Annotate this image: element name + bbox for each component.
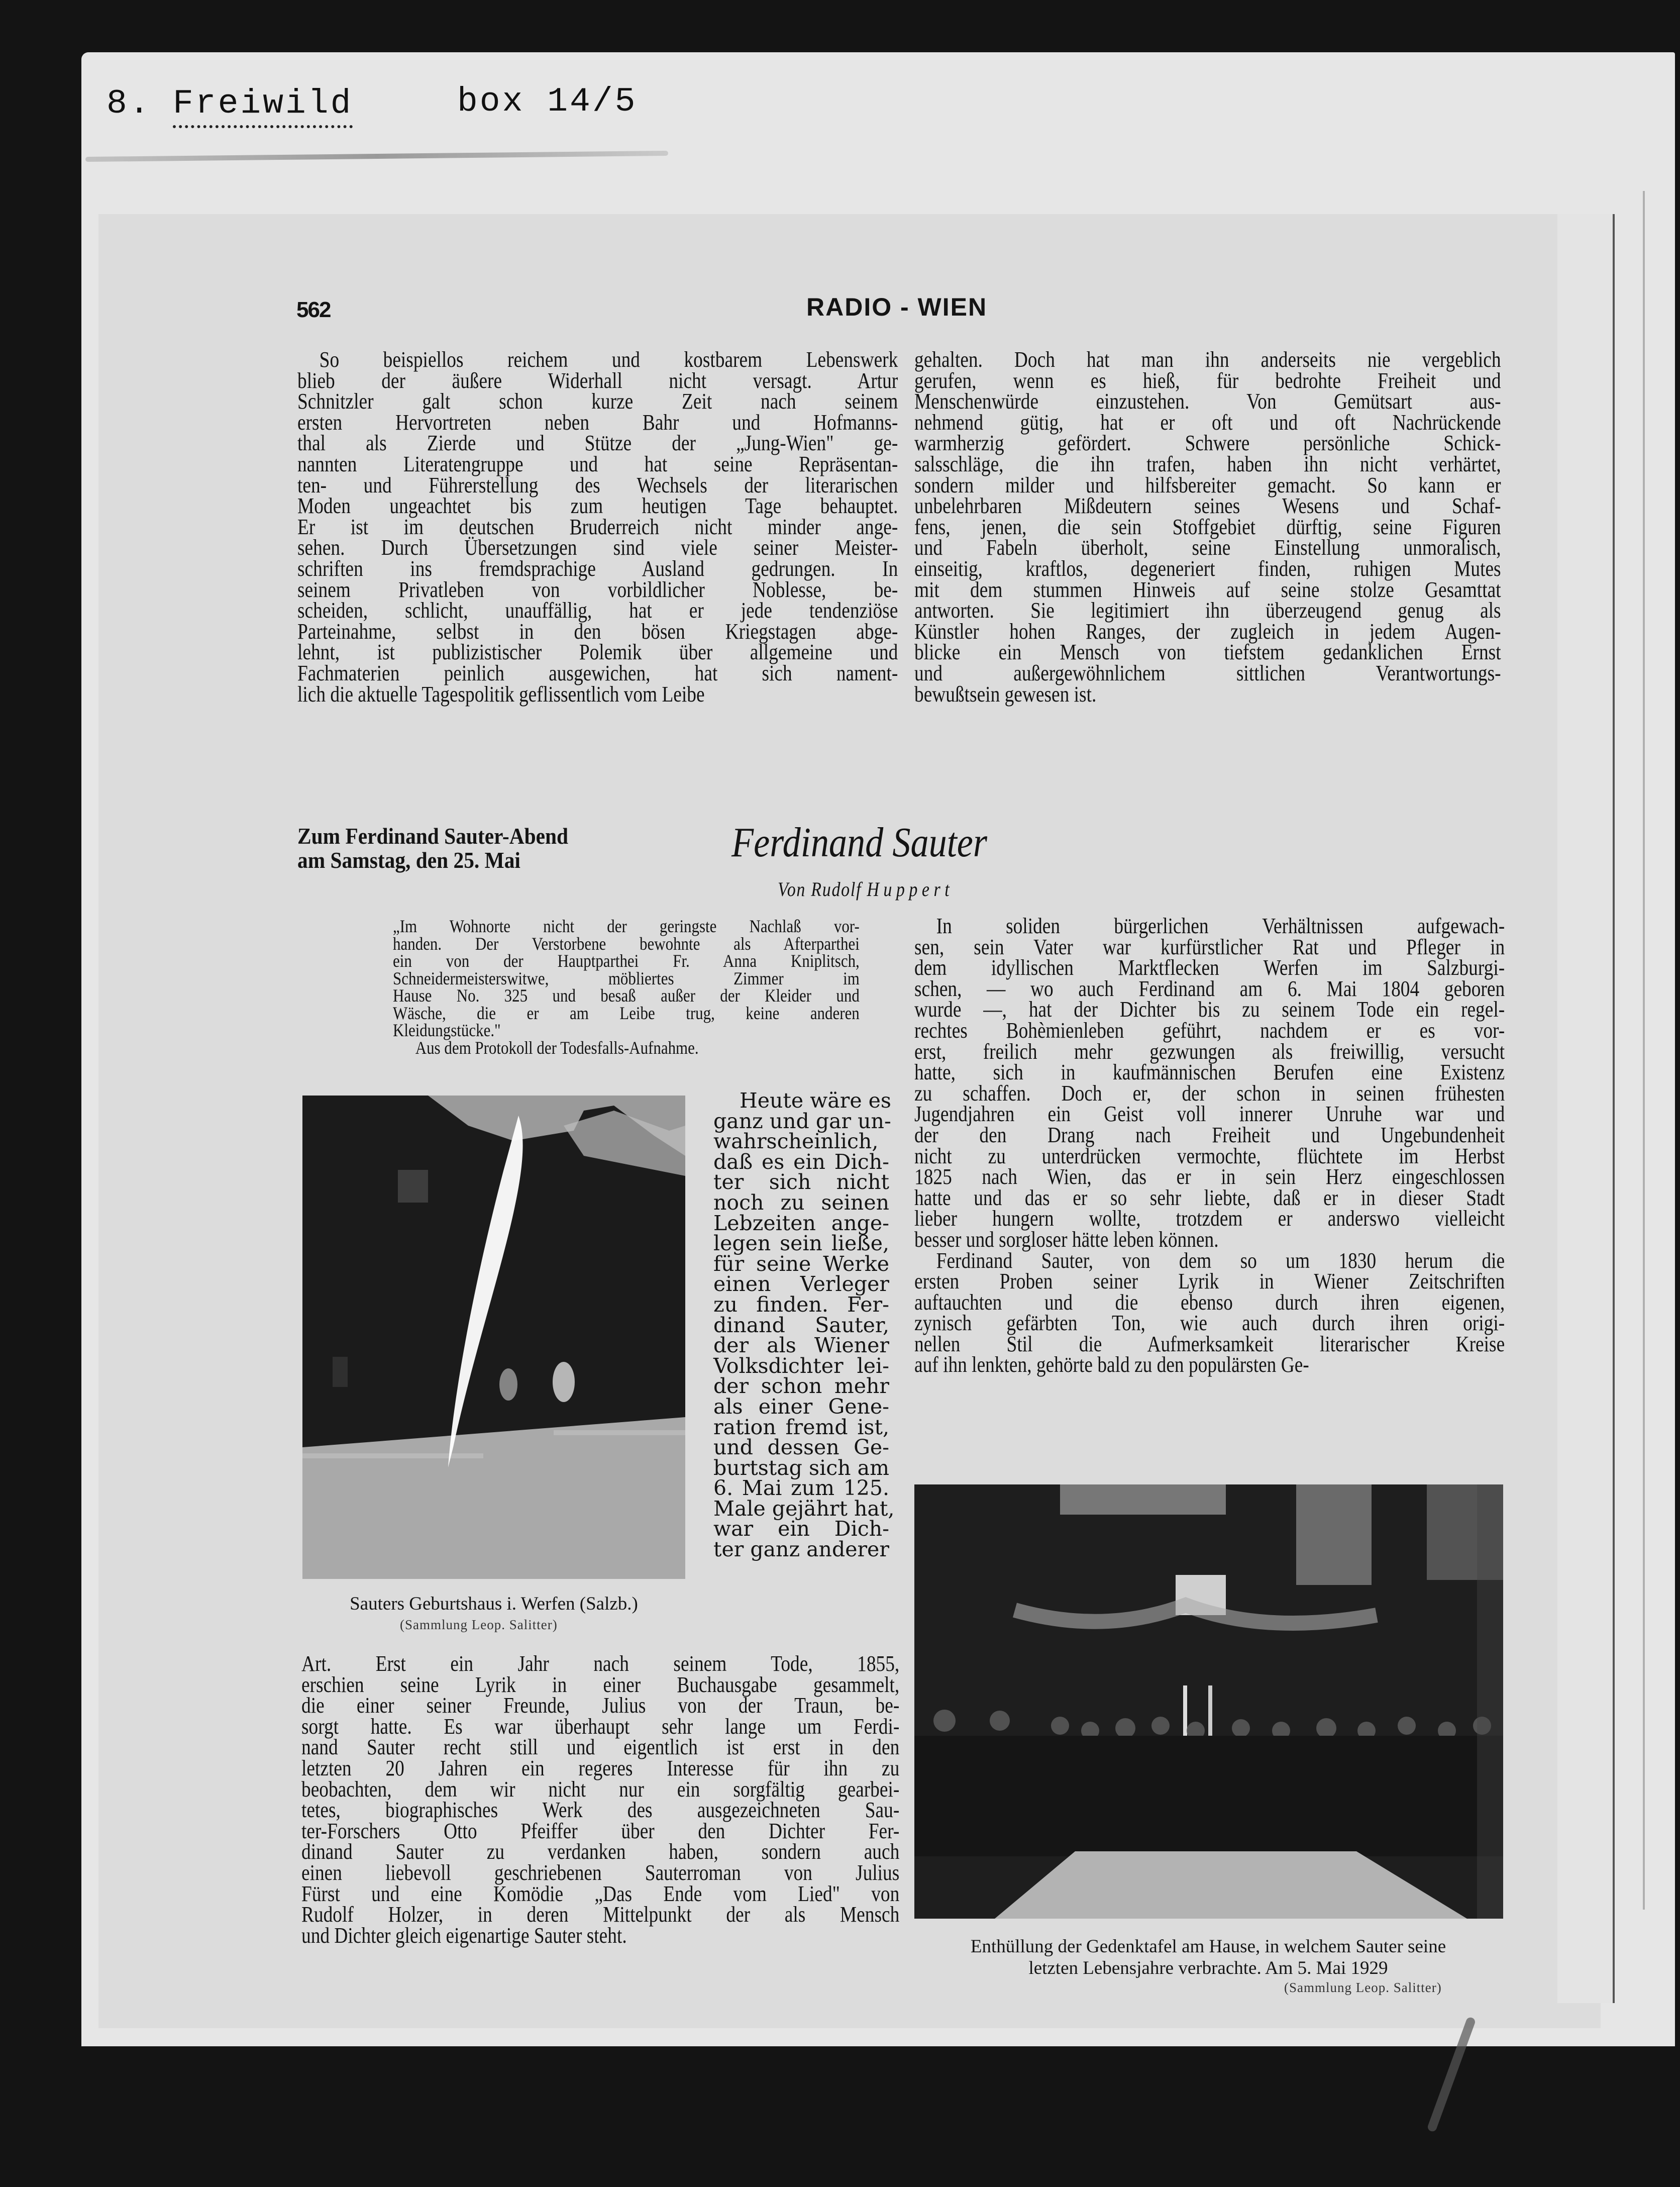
memorial-plaque-photo (914, 1484, 1503, 1919)
byline-prefix: Von Rudolf (778, 878, 862, 901)
text-line: und Dichter gleich eigenartige Sauter steht. (301, 1922, 627, 1948)
text-line: handen. Der Verstorbene bewohnte als Afterparthei (393, 933, 860, 954)
text-line: auftauchten und die ebenso durch ihren eigenen, (914, 1289, 1505, 1315)
text-line: letzten 20 Jahren ein regeres Interesse für ihn zu (301, 1755, 900, 1780)
event-kicker (297, 824, 568, 872)
text-line: ten- und Führerstellung des Wechsels der literarischen (297, 472, 898, 498)
text-line: nannten Literatengruppe und hat seine Repräsentan- (297, 451, 898, 476)
text-line: ersten Hervortreten neben Bahr und Hofmanns- (297, 409, 898, 435)
text-line: Fürst und eine Komödie „Das Ende vom Lied" von (301, 1880, 900, 1906)
text-line: der schon mehr (713, 1374, 889, 1399)
epigraph (393, 918, 860, 1056)
text-line: der den Drang nach Freiheit und Ungebundenheit (914, 1122, 1505, 1147)
text-line: sen, sein Vater war kurfürstlicher Rat und Pfleger in (914, 934, 1505, 959)
text-line: und dessen Ge- (713, 1435, 889, 1460)
text-line: besser und sorgloser hätte leben können. (914, 1226, 1219, 1252)
photo2-caption-line: letzten Lebensjahre verbrachte. Am 5. Mai 1929 (1028, 1958, 1388, 1978)
epigraph-source: Aus dem Protokoll der Todesfalls-Aufnahme. (415, 1037, 699, 1058)
text-line: nellen Stil die Aufmerksamkeit literarischer Kreise (914, 1331, 1505, 1356)
text-line: einen liebevoll geschriebenen Sauterroman von Julius (301, 1859, 900, 1885)
text-line: sondern milder und hilfsbereiter gemacht. So kann er (914, 472, 1501, 498)
text-line: ein von der Hauptparthei Fr. Anna Kniplitsch, (393, 951, 860, 971)
text-line: Menschenwürde einzustehen. Von Gemütsart aus- (914, 388, 1501, 414)
text-line: burtstag sich am (713, 1455, 889, 1480)
event-kicker-line: am Samstag, den 25. Mai (297, 847, 520, 873)
text-line: gerufen, wenn es hieß, für bedrohte Freiheit und (914, 367, 1501, 393)
text-line: nand Sauter recht still und eigentlich ist erst in den (301, 1734, 900, 1760)
text-line: legen sein ließe, (713, 1231, 889, 1256)
text-line: daß es ein Dich- (713, 1149, 889, 1174)
byline-author: Huppert (867, 878, 954, 901)
text-line: war ein Dich- (713, 1517, 889, 1541)
text-line: blieb der äußere Widerhall nicht versagt. Artur (297, 367, 898, 393)
text-line: lieber hungern wollte, trotzdem er anderswo vielleicht (914, 1206, 1505, 1231)
text-line: auf ihn lenkten, gehörte bald zu den populärsten Ge- (914, 1352, 1309, 1377)
photo1-credit: (Sammlung Leop. Salitter) (400, 1617, 558, 1632)
text-line: ter ganz anderer (713, 1537, 889, 1562)
page-number: 562 (296, 297, 331, 322)
text-line: ration fremd ist, (713, 1415, 889, 1439)
text-line: zynisch gefärbten Ton, wie auch durch ihren origi- (914, 1310, 1505, 1336)
text-line: erst, freilich mehr gezwungen als freiwillig, versucht (914, 1038, 1505, 1064)
text-line: schriften ins fremdsprachige Ausland gedrungen. In (297, 555, 898, 581)
text-line: als einer Gene- (713, 1394, 889, 1419)
text-line: In soliden bürgerlichen Verhältnissen aufgewach- (936, 913, 1505, 938)
text-line: Fachmaterien peinlich ausgewichen, hat sich nament- (297, 660, 898, 685)
text-line: hatte und das er so sehr liebte, daß er in dieser Stadt (914, 1184, 1505, 1210)
house-photo-image (302, 1096, 685, 1579)
masthead: RADIO - WIEN (806, 293, 988, 321)
text-line: einseitig, kraftlos, degeneriert finden, ruhigen Mutes (914, 555, 1501, 581)
text-line: lich die aktuelle Tagespolitik geflissentlich vom Leibe (297, 681, 705, 707)
text-line: Kleidungstücke." (393, 1020, 501, 1040)
text-line: bewußtsein gewesen ist. (914, 681, 1097, 707)
crowd-photo-image (914, 1484, 1503, 1919)
text-line: dinand Sauter zu verdanken haben, sondern auch (301, 1839, 900, 1864)
clipping-edge (1557, 214, 1615, 2003)
top-article-col-2 (914, 349, 1501, 705)
text-line: Schneidermeisterswitwe, möbliertes Zimmer im (393, 968, 860, 988)
archive-label-folder: Freiwild (173, 84, 353, 128)
text-line: „Im Wohnorte nicht der geringste Nachlaß vor- (393, 916, 860, 936)
text-line: Male gejährt hat, (713, 1496, 895, 1521)
text-line: tetes, biographisches Werk des ausgezeichneten Sau- (301, 1797, 900, 1823)
text-line: dem idyllischen Marktflecken Werfen im Salzburgi- (914, 955, 1505, 980)
text-line: Wäsche, die er am Leibe trug, keine anderen (393, 1003, 860, 1023)
photo2-caption (909, 1936, 1507, 1979)
text-line: antworten. Sie legitimiert ihn überzeugend genug als (914, 598, 1501, 623)
text-line: dinand Sauter, (713, 1313, 889, 1337)
text-line: die einer seiner Freunde, Julius von der Traun, be- (301, 1693, 900, 1718)
text-line: sorgt hatte. Es war überhaupt sehr lange um Ferdi- (301, 1713, 900, 1739)
article-left-column (301, 1653, 899, 1946)
photo2-caption-line: Enthüllung der Gedenktafel am Hause, in welchem Sauter seine (970, 1936, 1446, 1957)
text-line: lehnt, ist publizistischer Polemik über allgemeine und (297, 639, 898, 665)
archive-label-box: box 14/5 (457, 82, 638, 121)
text-line: wurde —, hat der Dichter bis zu seinem Tode ein regel- (914, 997, 1505, 1022)
archive-label-number: 8. (107, 84, 152, 123)
top-article-col-1 (297, 349, 898, 705)
text-line: Er ist im deutschen Bruderreich nicht minder ange- (297, 514, 898, 539)
text-line: nicht zu unterdrücken vermochte, flüchtete im Herbst (914, 1143, 1505, 1168)
text-line: rechtes Bohèmienleben geführt, nachdem er es vor- (914, 1017, 1505, 1043)
mount-fold-line (1643, 191, 1645, 1910)
photo1-caption: Sauters Geburtshaus i. Werfen (Salzb.) (350, 1594, 638, 1614)
text-line: Lebzeiten ange- (713, 1211, 889, 1235)
text-line: Hause No. 325 und besaß außer der Kleider und (393, 985, 860, 1006)
text-line: Heute wäre es (740, 1088, 891, 1113)
text-line: nehmend gütig, hat er oft und oft Nachrückende (914, 409, 1501, 435)
text-line: und Fabeln überholt, seine Einstellung unmoralisch, (914, 535, 1501, 560)
text-line: Art. Erst ein Jahr nach seinem Tode, 1855, (301, 1651, 900, 1676)
text-line: Jugendjahren ein Geist voll innerer Unruhe war und (914, 1101, 1505, 1127)
text-line: blicke ein Mensch von tiefstem gedanklichen Ernst (914, 639, 1501, 665)
text-line: Moden ungeachtet bis zum heutigen Tage behauptet. (297, 493, 898, 519)
text-line: Parteinahme, selbst in den bösen Kriegstagen abge- (297, 618, 898, 644)
article-title: Ferdinand Sauter (731, 819, 987, 866)
text-line: salsschläge, die ihn trafen, haben ihn nicht verhärtet, (914, 451, 1501, 476)
text-line: unbelehrbaren Mißdeutern seines Wesens und Schaf- (914, 493, 1501, 519)
text-line: zu finden. Fer- (713, 1292, 889, 1317)
text-line: und außergewöhnlichem sittlichen Verantwortungs- (914, 660, 1501, 685)
text-line: der als Wiener (713, 1333, 889, 1358)
text-line: wahrscheinlich, (713, 1129, 879, 1154)
text-line: ersten Proben seiner Lyrik in Wiener Zeitschriften (914, 1268, 1505, 1294)
text-line: thal als Zierde und Stütze der „Jung-Wien" ge- (297, 430, 898, 456)
birth-house-photo (302, 1096, 685, 1579)
text-line: zu schaffen. Doch er, der schon in seinen frühesten (914, 1080, 1505, 1106)
text-line: ganz und gar un- (713, 1109, 891, 1133)
text-line: hatte, sich in kaufmännischen Berufen eine Existenz (914, 1059, 1505, 1085)
text-line: scheiden, schlicht, unauffällig, hat er jede tendenziöse (297, 598, 898, 623)
article-right-column (914, 913, 1505, 1377)
text-line: sehen. Durch Übersetzungen sind viele seiner Meister- (297, 535, 898, 560)
photo2-credit: (Sammlung Leop. Salitter) (1284, 1980, 1442, 1995)
text-line: Künstler hohen Ranges, der zugleich in jedem Augen- (914, 618, 1501, 644)
text-line: gehalten. Doch hat man ihn anderseits nie vergeblich (914, 347, 1501, 372)
text-line: Rudolf Holzer, in deren Mittelpunkt der als Mensch (301, 1902, 900, 1927)
text-line: beobachten, dem wir nicht nur ein sorgfältig gearbei- (301, 1776, 900, 1802)
text-line: So beispiellos reichem und kostbarem Lebenswerk (319, 347, 898, 372)
text-line: Ferdinand Sauter, von dem so um 1830 herum die (936, 1247, 1505, 1273)
text-line: ter sich nicht (713, 1170, 889, 1195)
text-line: schen, — wo auch Ferdinand am 6. Mai 1804 geboren (914, 975, 1505, 1001)
narrow-text-column (713, 1088, 895, 1562)
byline (778, 877, 954, 901)
text-line: warmherzig gefördert. Schwere persönliche Schick- (914, 430, 1501, 456)
event-kicker-line: Zum Ferdinand Sauter-Abend (297, 823, 569, 849)
text-line: 6. Mai zum 125. (713, 1476, 889, 1501)
text-line: 1825 nach Wien, das er in sein Herz eingeschlossen (914, 1164, 1505, 1189)
text-line: Volksdichter lei- (713, 1353, 889, 1378)
text-line: noch zu seinen (713, 1190, 889, 1215)
text-line: erschien seine Lyrik in einer Buchausgabe gesammelt, (301, 1671, 900, 1697)
epigraph-text (393, 918, 860, 1039)
text-line: mit dem stummen Hinweis auf seine stolze Gesamttat (914, 576, 1501, 602)
text-line: Schnitzler galt schon kurze Zeit nach seinem (297, 388, 898, 414)
text-line: ter-Forschers Otto Pfeiffer über den Dichter Fer- (301, 1818, 900, 1843)
text-line: einen Verleger (713, 1272, 889, 1297)
text-line: seinem Privatleben von vorbildlicher Noblesse, be- (297, 576, 898, 602)
text-line: für seine Werke (713, 1251, 889, 1276)
text-line: fens, jenen, die sein Stoffgebiet dürftig, seine Figuren (914, 514, 1501, 539)
